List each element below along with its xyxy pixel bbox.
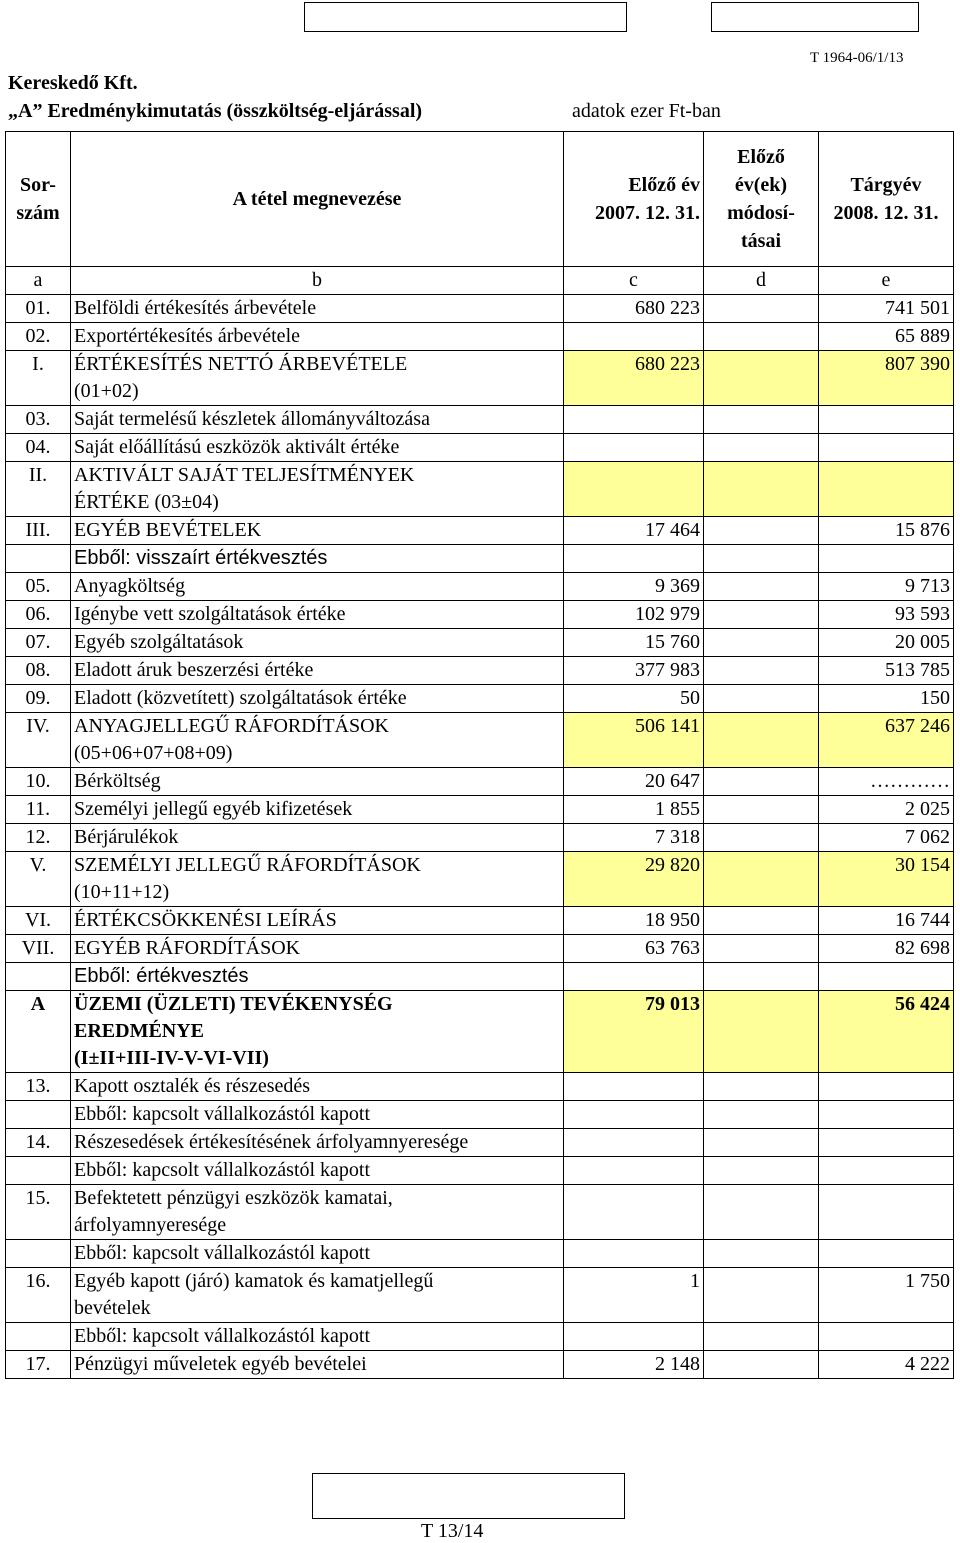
row-previous-year-cell (564, 406, 704, 434)
row-previous-year-cell: 1 (564, 1268, 704, 1323)
row-modification-cell (704, 1323, 819, 1351)
row-current-year-cell: 1 750 (819, 1268, 954, 1323)
row-current-year-cell (819, 545, 954, 573)
table-row (6, 657, 954, 685)
column-letter-b: b (71, 267, 564, 295)
row-previous-year-cell: 680 223 (564, 351, 704, 406)
page-number: T 13/14 (421, 1520, 484, 1542)
row-name-cell: ANYAGJELLEGŰ RÁFORDÍTÁSOK (05+06+07+08+09) (71, 713, 564, 768)
row-number-cell: 08. (6, 657, 71, 685)
row-previous-year-cell: 1 855 (564, 796, 704, 824)
row-number-cell: I. (6, 351, 71, 406)
row-modification-cell (704, 462, 819, 517)
row-previous-year-cell: 7 318 (564, 824, 704, 852)
row-name-cell: Egyéb szolgáltatások (71, 629, 564, 657)
row-number-cell: 09. (6, 685, 71, 713)
top-blank-box-left (304, 2, 627, 32)
row-name-cell: Ebből: kapcsolt vállalkozástól kapott (71, 1240, 564, 1268)
row-modification-cell (704, 685, 819, 713)
column-letter-e: e (819, 267, 954, 295)
row-previous-year-cell: 50 (564, 685, 704, 713)
form-code: T 1964-06/1/13 (810, 50, 904, 66)
row-modification-cell (704, 434, 819, 462)
row-name-cell: SZEMÉLYI JELLEGŰ RÁFORDÍTÁSOK (10+11+12) (71, 852, 564, 907)
row-number-cell: III. (6, 517, 71, 545)
row-previous-year-cell (564, 1073, 704, 1101)
row-number-cell (6, 545, 71, 573)
row-number-cell: 17. (6, 1351, 71, 1379)
table-row (6, 517, 954, 545)
column-letter-c: c (564, 267, 704, 295)
table-row (6, 1073, 954, 1101)
row-current-year-cell (819, 1101, 954, 1129)
row-name-cell: Anyagköltség (71, 573, 564, 601)
row-modification-cell (704, 824, 819, 852)
bottom-blank-box (312, 1473, 625, 1519)
row-modification-cell (704, 713, 819, 768)
row-current-year-cell: 56 424 (819, 991, 954, 1073)
row-current-year-cell: 807 390 (819, 351, 954, 406)
table-row (6, 323, 954, 351)
row-current-year-cell: ………… (819, 768, 954, 796)
row-previous-year-cell (564, 1101, 704, 1129)
row-current-year-cell (819, 434, 954, 462)
row-current-year-cell: 513 785 (819, 657, 954, 685)
row-current-year-cell: 4 222 (819, 1351, 954, 1379)
row-previous-year-cell: 29 820 (564, 852, 704, 907)
row-modification-cell (704, 1268, 819, 1323)
statement-title: „A” Eredménykimutatás (összköltség-eljárással) (8, 100, 423, 122)
row-previous-year-cell: 18 950 (564, 907, 704, 935)
table-row (6, 434, 954, 462)
row-number-cell (6, 1157, 71, 1185)
row-modification-cell (704, 1351, 819, 1379)
row-previous-year-cell (564, 1129, 704, 1157)
header-current-year-date: 2008. 12. 31. (833, 202, 939, 224)
row-number-cell: VII. (6, 935, 71, 963)
row-modification-cell (704, 657, 819, 685)
row-name-cell: Eladott áruk beszerzési értéke (71, 657, 564, 685)
column-letter-d: d (704, 267, 819, 295)
row-number-cell: 07. (6, 629, 71, 657)
row-current-year-cell (819, 963, 954, 991)
row-previous-year-cell (564, 545, 704, 573)
row-previous-year-cell: 20 647 (564, 768, 704, 796)
row-previous-year-cell: 377 983 (564, 657, 704, 685)
row-name-cell: Igénybe vett szolgáltatások értéke (71, 601, 564, 629)
row-name-cell: Személyi jellegű egyéb kifizetések (71, 796, 564, 824)
column-letter-a: a (6, 267, 71, 295)
row-current-year-cell: 2 025 (819, 796, 954, 824)
row-number-cell (6, 1323, 71, 1351)
row-previous-year-cell: 2 148 (564, 1351, 704, 1379)
row-current-year-cell (819, 1323, 954, 1351)
row-number-cell: IV. (6, 713, 71, 768)
row-number-cell: V. (6, 852, 71, 907)
row-current-year-cell (819, 406, 954, 434)
row-previous-year-cell (564, 1157, 704, 1185)
row-modification-cell (704, 629, 819, 657)
table-row (6, 545, 954, 573)
row-modification-cell (704, 935, 819, 963)
row-modification-cell (704, 1240, 819, 1268)
row-name-cell: Egyéb kapott (járó) kamatok és kamatjellegű bevételek (71, 1268, 564, 1323)
table-row (6, 601, 954, 629)
row-modification-cell (704, 1185, 819, 1240)
row-modification-cell (704, 545, 819, 573)
row-previous-year-cell: 79 013 (564, 991, 704, 1073)
row-current-year-cell: 741 501 (819, 295, 954, 323)
row-modification-cell (704, 351, 819, 406)
table-row (6, 1268, 954, 1323)
row-number-cell: 10. (6, 768, 71, 796)
row-modification-cell (704, 1157, 819, 1185)
row-previous-year-cell: 680 223 (564, 295, 704, 323)
table-row (6, 1185, 954, 1240)
row-number-cell: VI. (6, 907, 71, 935)
table-row (6, 295, 954, 323)
table-row (6, 1323, 954, 1351)
table-row (6, 1101, 954, 1129)
income-statement-table (5, 131, 954, 1379)
row-current-year-cell: 20 005 (819, 629, 954, 657)
table-row (6, 935, 954, 963)
row-modification-cell (704, 323, 819, 351)
table-row (6, 685, 954, 713)
row-number-cell: 15. (6, 1185, 71, 1240)
table-row (6, 1240, 954, 1268)
row-modification-cell (704, 852, 819, 907)
row-previous-year-cell (564, 1185, 704, 1240)
row-modification-cell (704, 601, 819, 629)
row-modification-cell (704, 517, 819, 545)
row-previous-year-cell: 506 141 (564, 713, 704, 768)
row-number-cell: II. (6, 462, 71, 517)
row-number-cell: 04. (6, 434, 71, 462)
table-row (6, 991, 954, 1073)
row-previous-year-cell: 17 464 (564, 517, 704, 545)
row-name-cell: Ebből: kapcsolt vállalkozástól kapott (71, 1157, 564, 1185)
table-row (6, 462, 954, 517)
top-blank-box-right (711, 2, 919, 32)
table-row (6, 796, 954, 824)
table-row (6, 768, 954, 796)
row-modification-cell (704, 907, 819, 935)
row-name-cell: Saját termelésű készletek állományváltozása (71, 406, 564, 434)
table-row (6, 907, 954, 935)
row-modification-cell (704, 406, 819, 434)
row-current-year-cell: 637 246 (819, 713, 954, 768)
header-item-name: A tétel megnevezése (71, 132, 564, 267)
column-letters-row (6, 267, 954, 295)
header-previous-modifications: Előző év(ek) módosí- tásai (704, 132, 819, 267)
table-row (6, 573, 954, 601)
table-row (6, 852, 954, 907)
row-name-cell: Ebből: kapcsolt vállalkozástól kapott (71, 1101, 564, 1129)
table-row (6, 1157, 954, 1185)
row-name-cell: Ebből: kapcsolt vállalkozástól kapott (71, 1323, 564, 1351)
row-number-cell: 03. (6, 406, 71, 434)
row-name-cell: ÉRTÉKESÍTÉS NETTÓ ÁRBEVÉTELE (01+02) (71, 351, 564, 406)
header-previous-year-date: 2007. 12. 31. (595, 202, 700, 224)
row-previous-year-cell: 15 760 (564, 629, 704, 657)
row-current-year-cell: 9 713 (819, 573, 954, 601)
row-name-cell: Ebből: értékvesztés (71, 963, 564, 991)
row-previous-year-cell (564, 462, 704, 517)
row-number-cell: 11. (6, 796, 71, 824)
row-number-cell: 14. (6, 1129, 71, 1157)
row-previous-year-cell (564, 1323, 704, 1351)
unit-note: adatok ezer Ft-ban (572, 100, 721, 122)
row-number-cell: 13. (6, 1073, 71, 1101)
row-name-cell: EGYÉB RÁFORDÍTÁSOK (71, 935, 564, 963)
header-row-number: Sor- szám (6, 132, 71, 267)
row-name-cell: Ebből: visszaírt értékvesztés (71, 545, 564, 573)
row-current-year-cell: 16 744 (819, 907, 954, 935)
row-current-year-cell: 65 889 (819, 323, 954, 351)
row-modification-cell (704, 1073, 819, 1101)
row-name-cell: ÜZEMI (ÜZLETI) TEVÉKENYSÉG EREDMÉNYE (I±II+III-IV-V-VI-VII) (71, 991, 564, 1073)
row-modification-cell (704, 796, 819, 824)
row-name-cell: Befektetett pénzügyi eszközök kamatai, árfolyamnyeresége (71, 1185, 564, 1240)
row-previous-year-cell: 9 369 (564, 573, 704, 601)
row-name-cell: Kapott osztalék és részesedés (71, 1073, 564, 1101)
table-row (6, 629, 954, 657)
row-name-cell: Saját előállítású eszközök aktivált értéke (71, 434, 564, 462)
row-name-cell: Bérjárulékok (71, 824, 564, 852)
row-previous-year-cell: 102 979 (564, 601, 704, 629)
row-current-year-cell: 82 698 (819, 935, 954, 963)
row-current-year-cell (819, 1157, 954, 1185)
row-current-year-cell: 30 154 (819, 852, 954, 907)
row-name-cell: Eladott (közvetített) szolgáltatások értéke (71, 685, 564, 713)
row-current-year-cell: 150 (819, 685, 954, 713)
header-current-year-label: Tárgyév (850, 174, 922, 196)
header-previous-year-label: Előző év (628, 174, 700, 196)
row-current-year-cell (819, 1129, 954, 1157)
row-previous-year-cell (564, 323, 704, 351)
row-number-cell: A (6, 991, 71, 1073)
row-number-cell (6, 1240, 71, 1268)
row-number-cell: 02. (6, 323, 71, 351)
row-name-cell: ÉRTÉKCSÖKKENÉSI LEÍRÁS (71, 907, 564, 935)
header-previous-year (564, 132, 704, 267)
row-current-year-cell: 15 876 (819, 517, 954, 545)
table-row (6, 1129, 954, 1157)
company-name: Kereskedő Kft. (8, 72, 138, 94)
row-number-cell: 16. (6, 1268, 71, 1323)
table-row (6, 351, 954, 406)
header-current-year (819, 132, 954, 267)
table-row (6, 1351, 954, 1379)
row-modification-cell (704, 1129, 819, 1157)
row-modification-cell (704, 1101, 819, 1129)
row-current-year-cell (819, 1073, 954, 1101)
row-name-cell: EGYÉB BEVÉTELEK (71, 517, 564, 545)
row-name-cell: Exportértékesítés árbevétele (71, 323, 564, 351)
table-row (6, 406, 954, 434)
row-number-cell (6, 963, 71, 991)
table-header-row (6, 132, 954, 267)
row-previous-year-cell (564, 963, 704, 991)
row-name-cell: Részesedések értékesítésének árfolyamnyeresége (71, 1129, 564, 1157)
row-current-year-cell (819, 462, 954, 517)
table-row (6, 713, 954, 768)
row-previous-year-cell (564, 434, 704, 462)
row-number-cell (6, 1101, 71, 1129)
row-current-year-cell: 93 593 (819, 601, 954, 629)
row-previous-year-cell (564, 1240, 704, 1268)
row-number-cell: 06. (6, 601, 71, 629)
row-number-cell: 05. (6, 573, 71, 601)
row-name-cell: Pénzügyi műveletek egyéb bevételei (71, 1351, 564, 1379)
row-number-cell: 01. (6, 295, 71, 323)
table-row (6, 824, 954, 852)
row-modification-cell (704, 295, 819, 323)
row-modification-cell (704, 768, 819, 796)
table-row (6, 963, 954, 991)
row-current-year-cell: 7 062 (819, 824, 954, 852)
row-current-year-cell (819, 1185, 954, 1240)
row-previous-year-cell: 63 763 (564, 935, 704, 963)
row-modification-cell (704, 963, 819, 991)
row-current-year-cell (819, 1240, 954, 1268)
row-modification-cell (704, 991, 819, 1073)
row-name-cell: Bérköltség (71, 768, 564, 796)
row-name-cell: Belföldi értékesítés árbevétele (71, 295, 564, 323)
row-number-cell: 12. (6, 824, 71, 852)
row-name-cell: AKTIVÁLT SAJÁT TELJESÍTMÉNYEK ÉRTÉKE (03±04) (71, 462, 564, 517)
row-modification-cell (704, 573, 819, 601)
